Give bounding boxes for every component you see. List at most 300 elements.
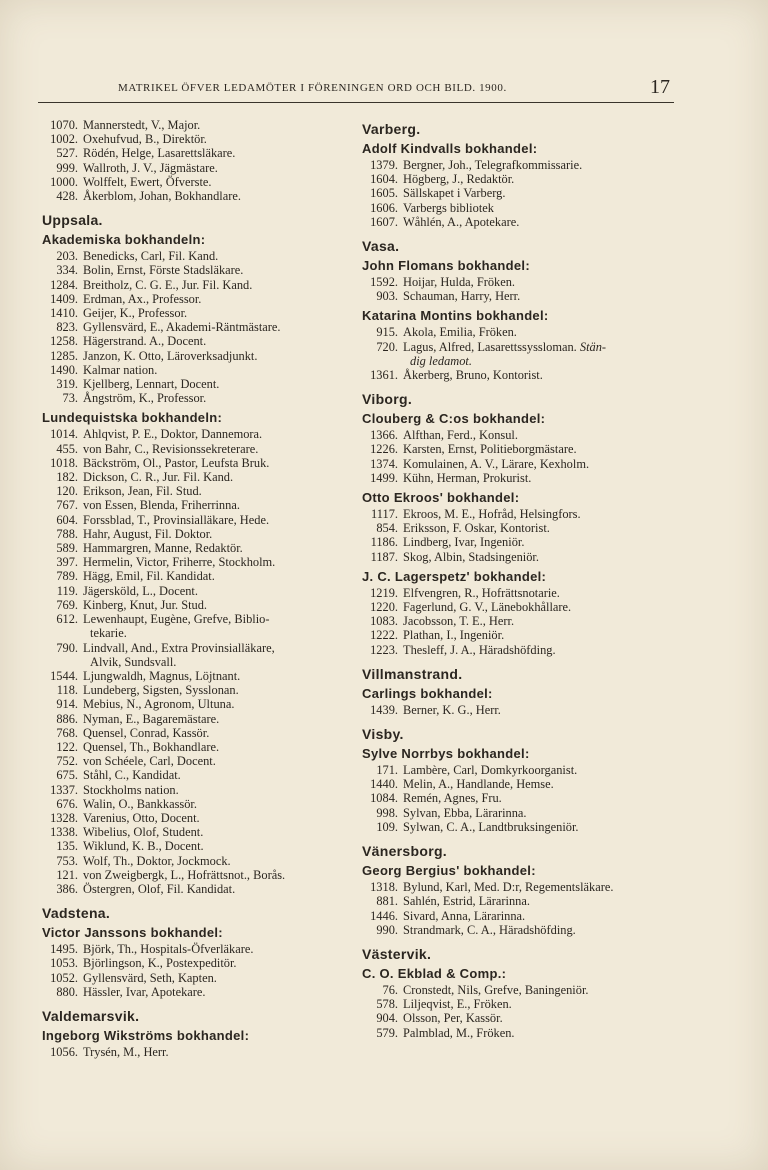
member-number: 903. bbox=[376, 289, 398, 304]
member-text: Cronstedt, Nils, Grefve, Baningeniör. bbox=[403, 982, 589, 997]
member-entry bbox=[42, 263, 342, 277]
page-number: 17 bbox=[650, 76, 670, 98]
member-text: Melin, A., Handlande, Hemse. bbox=[403, 777, 554, 792]
bookshop-heading: Katarina Montins bokhandel: bbox=[362, 308, 549, 324]
member-entry bbox=[42, 726, 342, 740]
member-number: 1222. bbox=[370, 628, 398, 643]
member-entry bbox=[362, 535, 674, 549]
member-number: 1219. bbox=[370, 585, 398, 600]
member-text: Erdman, Ax., Professor. bbox=[83, 291, 202, 306]
member-entry bbox=[362, 909, 674, 923]
member-entry bbox=[362, 275, 674, 289]
member-text: Wolffelt, Ewert, Öfverste. bbox=[83, 174, 212, 189]
member-number: 334. bbox=[56, 263, 78, 278]
member-number: 1605. bbox=[370, 186, 398, 201]
member-entry bbox=[42, 712, 342, 726]
member-entry bbox=[362, 703, 674, 717]
member-entry bbox=[362, 1026, 674, 1040]
member-text: Lagus, Alfred, Lasarettssyssloman. bbox=[403, 339, 577, 354]
town-heading: Vadstena. bbox=[42, 905, 111, 922]
member-text: Forssblad, T., Provinsialläkare, Hede. bbox=[83, 512, 270, 527]
member-entry bbox=[362, 880, 674, 894]
member-number: 1000. bbox=[50, 174, 78, 189]
member-number: 1186. bbox=[370, 535, 398, 550]
member-number: 527. bbox=[56, 146, 78, 161]
member-number: 1052. bbox=[50, 970, 78, 985]
member-entry bbox=[42, 942, 342, 956]
member-text: von Zweigbergk, L., Hofrättsnot., Borås. bbox=[83, 867, 286, 882]
member-text: Ljungwaldh, Magnus, Löjtnant. bbox=[83, 668, 241, 683]
member-text: Hermelin, Victor, Friherre, Stockholm. bbox=[83, 555, 276, 570]
member-entry bbox=[42, 985, 342, 999]
right-column bbox=[362, 118, 674, 1040]
member-entry bbox=[42, 697, 342, 711]
member-number: 769. bbox=[56, 597, 78, 612]
bookshop-heading: John Flomans bokhandel: bbox=[362, 258, 530, 274]
member-text: Quensel, Th., Bokhandlare. bbox=[83, 739, 220, 754]
member-entry bbox=[42, 377, 342, 391]
member-text: Thesleff, J. A., Häradshöfding. bbox=[403, 642, 556, 657]
member-number: 1084. bbox=[370, 791, 398, 806]
member-number: 675. bbox=[56, 768, 78, 783]
member-entry bbox=[42, 456, 342, 470]
member-number: 1409. bbox=[50, 291, 78, 306]
member-number: 612. bbox=[56, 612, 78, 627]
member-number: 578. bbox=[376, 997, 398, 1012]
member-text: Komulainen, A. V., Lärare, Kexholm. bbox=[403, 456, 590, 471]
member-text: Hägerstrand. A., Docent. bbox=[83, 334, 207, 349]
member-number: 1366. bbox=[370, 428, 398, 443]
member-text: Björlingson, K., Postexpeditör. bbox=[83, 956, 237, 971]
member-entry bbox=[42, 513, 342, 527]
member-number: 768. bbox=[56, 725, 78, 740]
member-text-continued: tekarie. bbox=[90, 626, 127, 641]
member-number: 428. bbox=[56, 189, 78, 204]
member-text: Bolin, Ernst, Förste Stadsläkare. bbox=[83, 263, 244, 278]
member-entry bbox=[42, 854, 342, 868]
member-number: 1223. bbox=[370, 642, 398, 657]
member-entry bbox=[42, 683, 342, 697]
member-note: Stän- bbox=[579, 339, 607, 354]
member-text: Quensel, Conrad, Kassör. bbox=[83, 725, 210, 740]
member-text: Eriksson, F. Oskar, Kontorist. bbox=[403, 521, 550, 536]
member-entry bbox=[42, 882, 342, 896]
member-number: 1361. bbox=[370, 368, 398, 383]
member-entry bbox=[42, 146, 342, 160]
member-number: 720. bbox=[376, 339, 398, 354]
member-entry bbox=[42, 391, 342, 405]
member-number: 1014. bbox=[50, 427, 78, 442]
member-number: 1446. bbox=[370, 908, 398, 923]
member-entry bbox=[42, 569, 342, 583]
member-entry bbox=[362, 340, 674, 368]
member-text: Trysén, M., Herr. bbox=[83, 1044, 169, 1059]
member-entry bbox=[362, 586, 674, 600]
member-text: Ångström, K., Professor. bbox=[83, 391, 207, 406]
member-number: 854. bbox=[376, 521, 398, 536]
member-entry bbox=[42, 669, 342, 683]
member-text: Sylvan, Ebba, Lärarinna. bbox=[403, 805, 527, 820]
member-number: 1018. bbox=[50, 455, 78, 470]
member-text: Hoijar, Hulda, Fröken. bbox=[403, 275, 516, 290]
member-text: Kühn, Herman, Prokurist. bbox=[403, 470, 532, 485]
member-entry bbox=[362, 763, 674, 777]
member-entry bbox=[362, 158, 674, 172]
member-number: 1117. bbox=[371, 507, 398, 522]
member-number: 135. bbox=[56, 839, 78, 854]
member-number: 319. bbox=[56, 377, 78, 392]
member-entry bbox=[42, 132, 342, 146]
member-entry bbox=[42, 956, 342, 970]
member-number: 904. bbox=[376, 1011, 398, 1026]
member-entry bbox=[42, 363, 342, 377]
member-entry bbox=[42, 292, 342, 306]
member-text: von Essen, Blenda, Friherrinna. bbox=[83, 498, 240, 513]
member-entry bbox=[42, 641, 342, 669]
member-text: Elfvengren, R., Hofrättsnotarie. bbox=[403, 585, 560, 600]
member-entry bbox=[42, 754, 342, 768]
member-text: Oxehufvud, B., Direktör. bbox=[83, 132, 207, 147]
member-entry bbox=[42, 334, 342, 348]
member-text: Plathan, I., Ingeniör. bbox=[403, 628, 505, 643]
member-text: Hässler, Ivar, Apotekare. bbox=[83, 984, 206, 999]
member-text: Geijer, K., Professor. bbox=[83, 306, 188, 321]
member-entry bbox=[42, 189, 342, 203]
member-text: Sylwan, C. A., Landtbruksingeniör. bbox=[403, 819, 579, 834]
bookshop-heading: Ingeborg Wikströms bokhandel: bbox=[42, 1027, 250, 1043]
member-entry bbox=[42, 584, 342, 598]
member-entry bbox=[362, 777, 674, 791]
member-number: 1606. bbox=[370, 200, 398, 215]
member-number: 990. bbox=[376, 922, 398, 937]
town-heading: Vänersborg. bbox=[362, 843, 447, 860]
member-number: 1002. bbox=[50, 132, 78, 147]
town-heading: Vasa. bbox=[362, 238, 400, 255]
member-text: Östergren, Olof, Fil. Kandidat. bbox=[83, 881, 236, 896]
member-entry bbox=[42, 740, 342, 754]
member-number: 886. bbox=[56, 711, 78, 726]
member-entry bbox=[362, 600, 674, 614]
member-text: Varenius, Otto, Docent. bbox=[83, 810, 200, 825]
member-text: Wåhlén, A., Apotekare. bbox=[403, 214, 520, 229]
member-number: 109. bbox=[376, 819, 398, 834]
member-text: Wallroth, J. V., Jägmästare. bbox=[83, 160, 218, 175]
member-entry bbox=[42, 278, 342, 292]
member-entry bbox=[42, 825, 342, 839]
member-text: Akola, Emilia, Fröken. bbox=[403, 325, 517, 340]
member-entry bbox=[362, 215, 674, 229]
member-text: Ahlqvist, P. E., Doktor, Dannemora. bbox=[83, 427, 263, 442]
member-number: 1410. bbox=[50, 306, 78, 321]
header-rule bbox=[38, 102, 674, 103]
member-entry bbox=[42, 320, 342, 334]
member-text: Janzon, K. Otto, Läroverksadjunkt. bbox=[83, 348, 258, 363]
member-text: Wiklund, K. B., Docent. bbox=[83, 839, 204, 854]
member-number: 1056. bbox=[50, 1044, 78, 1059]
member-text: Walin, O., Bankkassör. bbox=[83, 796, 197, 811]
bookshop-heading: Georg Bergius' bokhandel: bbox=[362, 863, 536, 879]
left-column bbox=[42, 118, 342, 1059]
member-entry bbox=[362, 289, 674, 303]
member-number: 1439. bbox=[370, 702, 398, 717]
member-number: 881. bbox=[376, 894, 398, 909]
member-text: Dickson, C. R., Jur. Fil. Kand. bbox=[83, 470, 234, 485]
member-number: 1374. bbox=[370, 456, 398, 471]
member-number: 203. bbox=[56, 249, 78, 264]
member-number: 880. bbox=[56, 984, 78, 999]
bookshop-heading: Clouberg & C:os bokhandel: bbox=[362, 411, 546, 427]
member-text: Palmblad, M., Fröken. bbox=[403, 1025, 515, 1040]
member-number: 1604. bbox=[370, 172, 398, 187]
member-text: Jägersköld, L., Docent. bbox=[83, 583, 198, 598]
member-text: Alfthan, Ferd., Konsul. bbox=[403, 428, 518, 443]
member-number: 823. bbox=[56, 320, 78, 335]
member-entry bbox=[362, 791, 674, 805]
member-entry bbox=[362, 172, 674, 186]
member-entry bbox=[42, 541, 342, 555]
member-text: Benedicks, Carl, Fil. Kand. bbox=[83, 249, 219, 264]
member-entry bbox=[42, 839, 342, 853]
member-text: Lambère, Carl, Domkyrkoorganist. bbox=[403, 763, 578, 778]
member-entry bbox=[42, 484, 342, 498]
member-text: Sivard, Anna, Lärarinna. bbox=[403, 908, 526, 923]
member-entry bbox=[42, 527, 342, 541]
member-number: 914. bbox=[56, 697, 78, 712]
member-number: 1053. bbox=[50, 956, 78, 971]
town-heading: Varberg. bbox=[362, 121, 421, 137]
member-entry bbox=[42, 498, 342, 512]
member-entry bbox=[362, 428, 674, 442]
member-text: Schauman, Harry, Herr. bbox=[403, 289, 521, 304]
member-text: Kalmar nation. bbox=[83, 362, 158, 377]
member-entry bbox=[362, 550, 674, 564]
town-heading: Visby. bbox=[362, 726, 404, 743]
bookshop-heading: Lundequistska bokhandeln: bbox=[42, 410, 223, 426]
member-number: 676. bbox=[56, 796, 78, 811]
member-text: Kinberg, Knut, Jur. Stud. bbox=[83, 597, 208, 612]
member-text: Karsten, Ernst, Politieborgmästare. bbox=[403, 442, 577, 457]
bookshop-heading: Sylve Norrbys bokhandel: bbox=[362, 746, 530, 762]
member-entry bbox=[362, 614, 674, 628]
member-entry bbox=[42, 612, 342, 640]
member-number: 788. bbox=[56, 526, 78, 541]
member-text: Rödén, Helge, Lasarettsläkare. bbox=[83, 146, 236, 161]
member-entry bbox=[362, 806, 674, 820]
member-text: Lewenhaupt, Eugène, Grefve, Biblio- bbox=[83, 612, 270, 627]
member-entry bbox=[42, 797, 342, 811]
member-entry bbox=[42, 598, 342, 612]
bookshop-heading: C. O. Ekblad & Comp.: bbox=[362, 965, 507, 981]
bookshop-heading: Adolf Kindvalls bokhandel: bbox=[362, 141, 538, 156]
member-entry bbox=[42, 306, 342, 320]
member-text: Olsson, Per, Kassör. bbox=[403, 1011, 503, 1026]
member-number: 1328. bbox=[50, 810, 78, 825]
bookshop-heading: Carlings bokhandel: bbox=[362, 685, 493, 701]
member-entry bbox=[362, 997, 674, 1011]
member-text: Erikson, Jean, Fil. Stud. bbox=[83, 484, 202, 499]
town-heading: Valdemarsvik. bbox=[42, 1007, 140, 1024]
member-text: Strandmark, C. A., Häradshöfding. bbox=[403, 922, 576, 937]
member-text: Lundeberg, Sigsten, Sysslonan. bbox=[83, 683, 239, 698]
member-text: Hammargren, Manne, Redaktör. bbox=[83, 541, 243, 556]
member-text: Björk, Th., Hospitals-Öfverläkare. bbox=[83, 942, 254, 957]
member-text: Lindberg, Ivar, Ingeniör. bbox=[403, 535, 525, 550]
member-entry bbox=[42, 768, 342, 782]
town-heading: Villmanstrand. bbox=[362, 665, 463, 682]
member-number: 455. bbox=[56, 441, 78, 456]
member-entry bbox=[42, 971, 342, 985]
member-entry bbox=[42, 349, 342, 363]
member-number: 121. bbox=[56, 867, 78, 882]
member-text: Bergner, Joh., Telegrafkommissarie. bbox=[403, 158, 583, 172]
member-entry bbox=[362, 442, 674, 456]
member-number: 1607. bbox=[370, 214, 398, 229]
member-number: 999. bbox=[56, 160, 78, 175]
member-entry bbox=[42, 442, 342, 456]
member-entry bbox=[42, 868, 342, 882]
member-text: Lindvall, And., Extra Provinsialläkare, bbox=[83, 640, 275, 655]
member-number: 1440. bbox=[370, 777, 398, 792]
member-text-continued: Alvik, Sundsvall. bbox=[90, 654, 177, 669]
member-text: Ekroos, M. E., Hofråd, Helsingfors. bbox=[403, 507, 581, 522]
member-number: 119. bbox=[56, 583, 78, 598]
member-entry bbox=[362, 983, 674, 997]
member-entry bbox=[362, 521, 674, 535]
member-entry bbox=[362, 368, 674, 382]
member-number: 604. bbox=[56, 512, 78, 527]
member-entry bbox=[362, 186, 674, 200]
member-entry bbox=[42, 427, 342, 441]
member-number: 1379. bbox=[370, 158, 398, 172]
member-text: Åkerberg, Bruno, Kontorist. bbox=[403, 368, 543, 383]
member-number: 1338. bbox=[50, 825, 78, 840]
member-entry bbox=[362, 201, 674, 215]
member-entry bbox=[362, 507, 674, 521]
member-entry bbox=[42, 175, 342, 189]
member-text: von Schéele, Carl, Docent. bbox=[83, 754, 216, 769]
member-number: 1592. bbox=[370, 275, 398, 290]
member-number: 998. bbox=[376, 805, 398, 820]
member-entry bbox=[362, 325, 674, 339]
member-text: Wolf, Th., Doktor, Jockmock. bbox=[83, 853, 231, 868]
member-number: 1070. bbox=[50, 118, 78, 132]
member-text: Hägg, Emil, Fil. Kandidat. bbox=[83, 569, 215, 584]
member-number: 1083. bbox=[370, 614, 398, 629]
member-number: 76. bbox=[382, 982, 398, 997]
member-number: 118. bbox=[56, 683, 78, 698]
member-text: Berner, K. G., Herr. bbox=[403, 702, 501, 717]
member-number: 579. bbox=[376, 1025, 398, 1040]
member-number: 790. bbox=[56, 640, 78, 655]
member-number: 1226. bbox=[370, 442, 398, 457]
member-text: Gyllensvärd, Seth, Kapten. bbox=[83, 970, 217, 985]
member-number: 1495. bbox=[50, 942, 78, 957]
member-number: 1284. bbox=[50, 277, 78, 292]
member-text: Jacobsson, T. E., Herr. bbox=[403, 614, 515, 629]
member-text: Varbergs bibliotek bbox=[403, 200, 494, 215]
member-number: 1337. bbox=[50, 782, 78, 797]
member-entry bbox=[42, 783, 342, 797]
member-number: 1285. bbox=[50, 348, 78, 363]
member-text: Högberg, J., Redaktör. bbox=[403, 172, 515, 187]
member-number: 789. bbox=[56, 569, 78, 584]
member-number: 1220. bbox=[370, 600, 398, 615]
member-entry bbox=[362, 894, 674, 908]
member-number: 397. bbox=[56, 555, 78, 570]
member-text: Mebius, N., Agronom, Ultuna. bbox=[83, 697, 235, 712]
member-entry bbox=[362, 820, 674, 834]
member-number: 1490. bbox=[50, 362, 78, 377]
member-text: Nyman, E., Bagaremästare. bbox=[83, 711, 220, 726]
member-text: Sahlén, Estrid, Lärarinna. bbox=[403, 894, 530, 909]
member-text: Bylund, Karl, Med. D:r, Regementsläkare. bbox=[403, 880, 614, 895]
town-heading: Viborg. bbox=[362, 391, 413, 408]
bookshop-heading: Otto Ekroos' bokhandel: bbox=[362, 490, 520, 506]
bookshop-heading: J. C. Lagerspetz' bokhandel: bbox=[362, 568, 547, 584]
member-number: 589. bbox=[56, 541, 78, 556]
member-number: 73. bbox=[62, 391, 78, 406]
member-number: 1499. bbox=[370, 470, 398, 485]
member-text: Breitholz, C. G. E., Jur. Fil. Kand. bbox=[83, 277, 253, 292]
member-entry bbox=[42, 249, 342, 263]
member-note-continued: dig ledamot. bbox=[410, 353, 472, 368]
member-entry bbox=[42, 161, 342, 175]
member-number: 1318. bbox=[370, 880, 398, 895]
member-number: 171. bbox=[376, 763, 398, 778]
member-text: Wibelius, Olof, Student. bbox=[83, 825, 204, 840]
member-number: 1258. bbox=[50, 334, 78, 349]
member-entry bbox=[42, 470, 342, 484]
member-text: Fagerlund, G. V., Länebokhållare. bbox=[403, 600, 572, 615]
member-text: Skog, Albin, Stadsingeniör. bbox=[403, 549, 539, 564]
member-entry bbox=[362, 643, 674, 657]
town-heading: Uppsala. bbox=[42, 212, 103, 229]
member-text: Åkerblom, Johan, Bokhandlare. bbox=[83, 189, 241, 204]
member-entry bbox=[42, 555, 342, 569]
member-entry bbox=[362, 457, 674, 471]
member-number: 386. bbox=[56, 881, 78, 896]
member-text: von Bahr, C., Revisionssekreterare. bbox=[83, 441, 259, 456]
bookshop-heading: Victor Janssons bokhandel: bbox=[42, 925, 223, 941]
town-heading: Västervik. bbox=[362, 945, 432, 962]
member-number: 1544. bbox=[50, 668, 78, 683]
member-text: Kjellberg, Lennart, Docent. bbox=[83, 377, 220, 392]
member-number: 915. bbox=[376, 325, 398, 340]
member-number: 1187. bbox=[370, 549, 398, 564]
member-text: Stockholms nation. bbox=[83, 782, 179, 797]
member-number: 182. bbox=[56, 470, 78, 485]
member-entry bbox=[42, 1045, 342, 1059]
member-number: 767. bbox=[56, 498, 78, 513]
member-entry bbox=[362, 923, 674, 937]
member-number: 753. bbox=[56, 853, 78, 868]
page-header bbox=[38, 76, 678, 100]
running-title: MATRIKEL ÖFVER LEDAMÖTER I FÖRENINGEN ORD OCH BILD. 1900. bbox=[118, 82, 507, 94]
member-text: Gyllensvärd, E., Akademi-Räntmästare. bbox=[83, 320, 281, 335]
member-text: Liljeqvist, E., Fröken. bbox=[403, 997, 512, 1012]
member-text: Bäckström, Ol., Pastor, Leufsta Bruk. bbox=[83, 455, 270, 470]
member-text: Hahr, August, Fil. Doktor. bbox=[83, 526, 213, 541]
member-entry bbox=[362, 471, 674, 485]
member-text: Remén, Agnes, Fru. bbox=[403, 791, 502, 806]
member-text: Ståhl, C., Kandidat. bbox=[83, 768, 181, 783]
bookshop-heading: Akademiska bokhandeln: bbox=[42, 232, 206, 248]
member-number: 122. bbox=[56, 739, 78, 754]
member-number: 120. bbox=[56, 484, 78, 499]
member-entry bbox=[42, 118, 342, 132]
member-text: Mannerstedt, V., Major. bbox=[83, 118, 201, 132]
member-entry bbox=[362, 628, 674, 642]
